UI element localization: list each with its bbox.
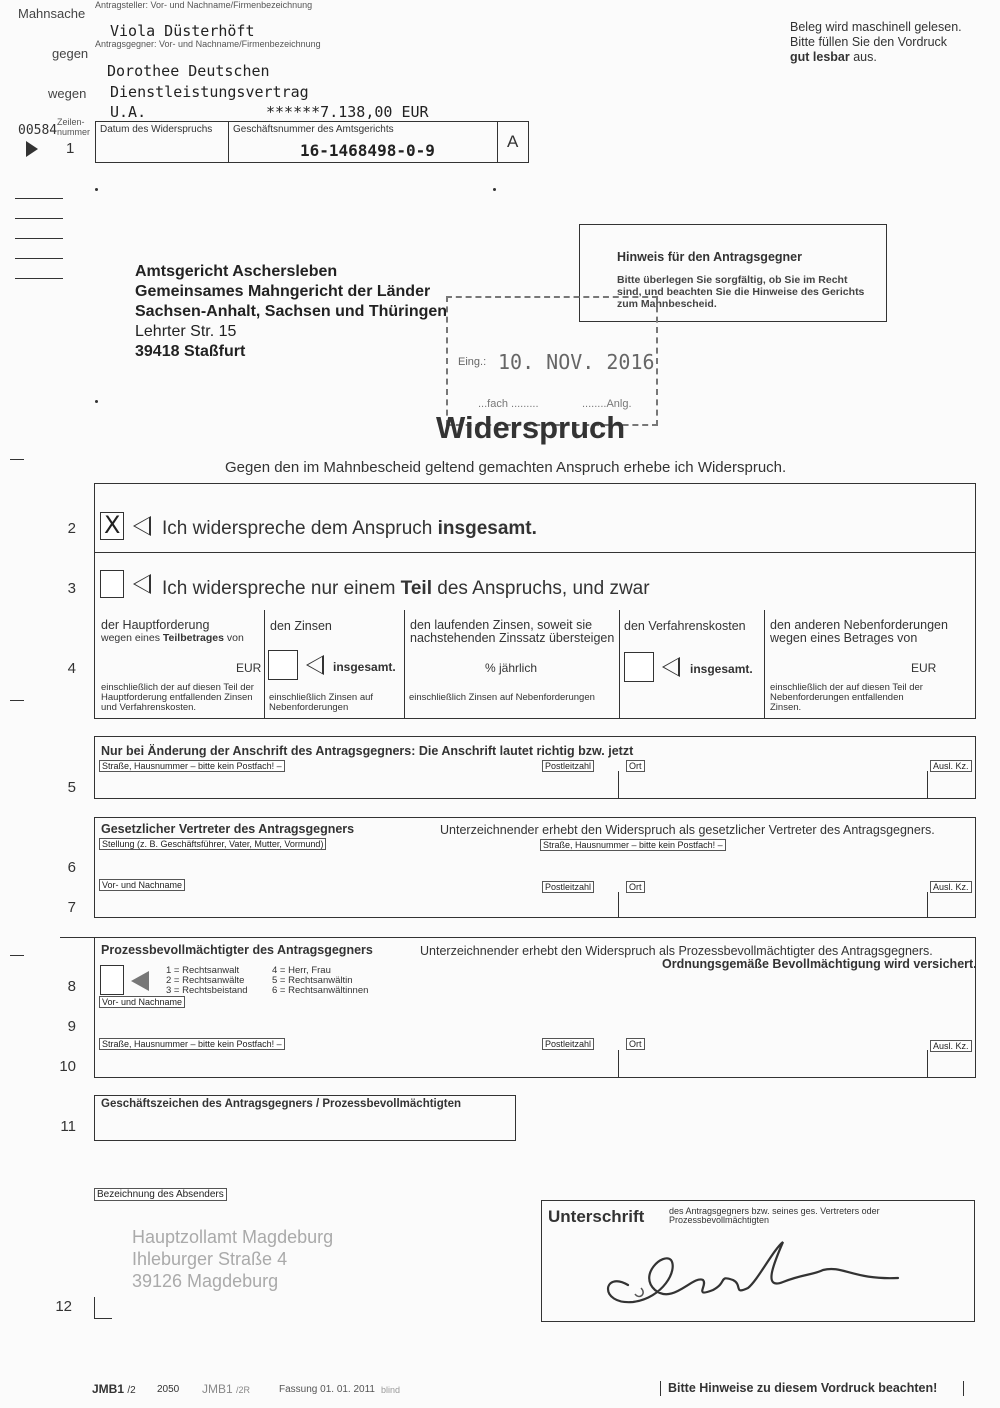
margin-line [15, 238, 63, 239]
pointer-arrow-icon [133, 574, 151, 594]
ausl-label: Ausl. Kz. [930, 760, 972, 772]
attorney-type-option: 1 = Rechtsanwalt [166, 965, 240, 976]
divider [927, 1050, 928, 1077]
divider [618, 892, 619, 917]
hauptforderung-foot: einschließlich der auf diesen Teil der Hauptforderung entfallenden Zinsen und Verfahrenskosten. [101, 682, 254, 713]
option-text: Ich widerspreche dem Anspruch [162, 518, 438, 539]
pointer-arrow-icon [662, 657, 680, 677]
row-number-12: 12 [55, 1298, 72, 1315]
footer-hint-box [660, 1381, 964, 1396]
form-code: JMB1 [92, 1382, 125, 1396]
reference-field[interactable] [99, 1112, 509, 1138]
stamp-fach: ...fach ......... [478, 398, 539, 410]
footer-hint: Bitte Hinweise zu diesem Vordruck beachten! [668, 1381, 938, 1395]
margin-line [15, 218, 63, 219]
ausl-field[interactable] [930, 772, 972, 796]
divider [497, 121, 498, 163]
attorney-note: Unterzeichnender erhebt den Widerspruch als Prozessbevollmächtigter des Antragsgegners. [420, 944, 933, 958]
row-number-7: 7 [67, 899, 76, 916]
zinsen-header: den Zinsen [270, 619, 332, 633]
divider [618, 1050, 619, 1077]
plz-label: Postleitzahl [542, 760, 594, 772]
total-objection-checkbox[interactable] [100, 512, 124, 540]
antragsgegner-label: Antragsgegner: Vor- und Nachname/Firmenbezeichnung [95, 39, 321, 49]
row-number-1: 1 [66, 140, 75, 157]
antragsteller-name: Viola Düsterhöft [110, 22, 255, 40]
option-bold: insgesamt. [437, 518, 537, 539]
machine-read-note [790, 20, 962, 65]
sender-line: Hauptzollamt Magdeburg [132, 1227, 334, 1247]
divider [94, 1297, 95, 1319]
stamp-date: 10. NOV. 2016 [498, 350, 655, 374]
address-line: 39418 Staßfurt [135, 343, 246, 360]
divider [927, 892, 928, 917]
row-number-4: 4 [67, 660, 76, 677]
attorney-type-option: 5 = Rechtsanwältin [272, 975, 353, 986]
name-label: Vor- und Nachname [99, 996, 185, 1008]
col-title: der Hauptforderung [101, 618, 210, 632]
wegen-label: wegen [48, 86, 87, 101]
zinsen-checkbox[interactable] [268, 650, 298, 680]
zinssatz-field[interactable] [410, 652, 480, 676]
nebenforderungen-header: den anderen Nebenforderungen wegen eines Betrages von [770, 618, 948, 645]
teilbetrag-field[interactable] [101, 652, 231, 676]
mahnsache-label: Mahnsache [18, 6, 86, 21]
total-objection-label [162, 518, 537, 540]
ort-label: Ort [626, 1038, 645, 1050]
form-code: JMB1 [202, 1382, 233, 1396]
fold-mark [10, 459, 24, 460]
attorney-title: Prozessbevollmächtigter des Antragsgegners [101, 943, 373, 957]
plz-field[interactable] [542, 772, 616, 796]
geschaeftsnummer-label: Geschäftsnummer des Amtsgerichts [233, 124, 394, 135]
check-mark-icon: X [104, 511, 121, 539]
margin-line [15, 258, 63, 259]
datum-label: Datum des Widerspruchs [100, 124, 213, 135]
fold-mark [60, 937, 94, 938]
zinsen-foot: einschließlich Zinsen auf Nebenforderungen [269, 692, 374, 713]
ausl-label: Ausl. Kz. [930, 881, 972, 893]
register-mark [493, 188, 496, 191]
footer-blind: blind [381, 1385, 401, 1395]
option-text: des Anspruchs, und zwar [432, 578, 650, 599]
attorney-type-option: 4 = Herr, Frau [272, 965, 331, 976]
row-number-10: 10 [59, 1058, 76, 1075]
col-sub-bold: Teilbetrages [162, 632, 224, 644]
pointer-arrow-icon [133, 516, 151, 536]
laufende-zinsen-foot: einschließlich Zinsen auf Nebenforderungen [409, 692, 595, 703]
register-mark [95, 400, 98, 403]
signature-field[interactable] [543, 1230, 973, 1320]
divider [228, 121, 229, 163]
margin-line [15, 198, 63, 199]
handwritten-signature [543, 1230, 973, 1320]
row-number-8: 8 [67, 978, 76, 995]
signature-title: Unterschrift [548, 1207, 645, 1226]
attorney-name-field[interactable] [99, 1008, 969, 1034]
eur-unit: EUR [911, 661, 937, 675]
footer-fassung: Fassung 01. 01. 2011 [279, 1384, 375, 1395]
address-change-title: Nur bei Änderung der Anschrift des Antragsgegners: Die Anschrift lautet richtig bzw. jetzt [101, 744, 634, 758]
sender-line: Ihleburger Straße 4 [132, 1249, 288, 1269]
zinsen-insgesamt: insgesamt. [333, 660, 396, 674]
hinweis-title: Hinweis für den Antragsgegner [617, 250, 802, 264]
note-line: Beleg wird maschinell gelesen. [790, 20, 962, 34]
hinweis-text: Bitte überlegen Sie sorgfältig, ob Sie im Recht sind, und beachten Sie die Hinweise des Gerichts zum Mahnbescheid. [617, 274, 865, 310]
row-number-3: 3 [67, 580, 76, 597]
form-code-suffix: /2R [236, 1385, 251, 1395]
divider [94, 552, 976, 553]
row-number-6: 6 [67, 859, 76, 876]
legal-rep-street-field[interactable] [540, 851, 970, 875]
street-label: Straße, Hausnummer – bitte kein Postfach! – [99, 760, 285, 772]
nebenforderungen-foot: einschließlich der auf diesen Teil der Nebenforderungen entfallenden Zinsen. [770, 682, 923, 713]
street-field[interactable] [99, 772, 529, 796]
eur-unit: EUR [236, 661, 262, 675]
legal-rep-note: Unterzeichnender erhebt den Widerspruch als gesetzlicher Vertreter des Antragsgegners. [440, 823, 935, 837]
verfahrenskosten-insgesamt: insgesamt. [690, 662, 753, 676]
signature-sub: des Antragsgegners bzw. seines ges. Vertreters oder Prozessbevollmächtigten [669, 1206, 880, 1225]
antragsgegner-name: Dorothee Deutschen [107, 62, 270, 80]
laufende-zinsen-header: den laufenden Zinsen, soweit sie nachstehenden Zinssatz übersteigen [410, 618, 615, 645]
sender-stamp [132, 1226, 333, 1292]
ort-field[interactable] [622, 892, 922, 916]
antragsteller-label: Antragsteller: Vor- und Nachname/Firmenbezeichnung [95, 0, 313, 10]
option-bold: Teil [400, 578, 432, 599]
box-a: A [507, 132, 519, 151]
row-number-2: 2 [67, 520, 76, 537]
ua-text: U.A. [110, 103, 147, 121]
zeilennummer-label: Zeilen- nummer [57, 117, 91, 137]
form-code-suffix: /2 [127, 1385, 136, 1396]
attorney-street-field[interactable] [99, 1050, 529, 1074]
attorney-type-checkbox[interactable] [100, 965, 124, 995]
divider [927, 771, 928, 798]
attorney-types-left [166, 966, 248, 996]
stamp-eing: Eing.: [458, 356, 487, 368]
datum-field[interactable] [96, 136, 226, 160]
stellung-label: Stellung (z. B. Geschäftsführer, Vater, Mutter, Vormund) [99, 838, 326, 850]
court-address [135, 262, 447, 362]
plz-field[interactable] [542, 1050, 616, 1074]
legal-rep-title: Gesetzlicher Vertreter des Antragsgegners [101, 822, 355, 836]
stellung-field[interactable] [99, 851, 529, 875]
register-mark [95, 188, 98, 191]
row-number-9: 9 [67, 1018, 76, 1035]
pointer-arrow-icon [306, 655, 324, 675]
stamp-anlg: ........Anlg. [582, 398, 632, 410]
footer-code-2 [202, 1382, 250, 1396]
hauptforderung-header [101, 619, 261, 645]
street-label: Straße, Hausnummer – bitte kein Postfach! – [540, 839, 726, 851]
attorney-type-option: 2 = Rechtsanwälte [166, 975, 245, 986]
form-title: Widerspruch [436, 410, 626, 445]
divider [404, 610, 405, 719]
attorney-type-option: 6 = Rechtsanwältinnen [272, 985, 369, 996]
row-pointer-icon [26, 141, 38, 157]
row-number-11: 11 [60, 1118, 76, 1135]
form-subtitle: Gegen den im Mahnbescheid geltend gemachten Anspruch erhebe ich Widerspruch. [225, 459, 787, 476]
ausl-field[interactable] [930, 1052, 972, 1076]
gegen-label: gegen [52, 46, 89, 61]
ort-label: Ort [626, 881, 645, 893]
geschaeftsnummer: 16-1468498-0-9 [300, 141, 435, 160]
col-sub: wegen eines [101, 632, 163, 644]
wegen-text: Dienstleistungsvertrag [110, 83, 309, 101]
address-line: Lehrter Str. 15 [135, 323, 237, 340]
divider [619, 610, 620, 719]
row-number-5: 5 [67, 779, 76, 796]
fold-mark [10, 700, 24, 701]
sender-label: Bezeichnung des Absenders [94, 1188, 227, 1201]
verfahrenskosten-checkbox[interactable] [624, 652, 654, 682]
reference-title: Geschäftszeichen des Antragsgegners / Prozessbevollmächtigten [101, 1098, 462, 1110]
footer-number: 2050 [157, 1384, 180, 1395]
claim-amount: ******7.138,00 EUR [266, 103, 429, 121]
note-bold: gut lesbar [790, 50, 850, 64]
receipt-stamp [446, 296, 658, 426]
ort-field[interactable] [622, 772, 922, 796]
divider [764, 610, 765, 719]
nebenforderungen-field[interactable] [770, 652, 900, 676]
divider [264, 610, 265, 719]
sender-line: 39126 Magdeburg [132, 1271, 279, 1291]
note-line: aus. [849, 50, 877, 64]
file-code: 00584 [18, 123, 58, 138]
note-line: Bitte füllen Sie den Vordruck [790, 35, 948, 49]
plz-label: Postleitzahl [542, 881, 594, 893]
partial-objection-label [162, 578, 650, 600]
percent-unit: % jährlich [485, 661, 538, 675]
divider [94, 1318, 112, 1319]
col-sub: von [223, 632, 244, 644]
margin-line [15, 278, 63, 279]
ausl-field[interactable] [930, 892, 972, 916]
attorney-type-option: 3 = Rechtsbeistand [166, 985, 248, 996]
divider [618, 771, 619, 798]
ort-label: Ort [626, 760, 645, 772]
address-line: Sachsen-Anhalt, Sachsen und Thüringen [135, 303, 448, 320]
address-line: Gemeinsames Mahngericht der Länder [135, 283, 431, 300]
name-label: Vor- und Nachname [99, 879, 185, 891]
address-line: Amtsgericht Aschersleben [135, 263, 338, 280]
option-text: Ich widerspreche nur einem [162, 578, 401, 599]
fold-mark [10, 955, 24, 956]
plz-label: Postleitzahl [542, 1038, 594, 1050]
plz-field[interactable] [542, 892, 616, 916]
ort-field[interactable] [622, 1050, 922, 1074]
ausl-label: Ausl. Kz. [930, 1040, 972, 1052]
pointer-arrow-icon [131, 971, 149, 991]
street-label: Straße, Hausnummer – bitte kein Postfach! – [99, 1038, 285, 1050]
footer-code [92, 1382, 136, 1396]
partial-objection-checkbox[interactable] [100, 570, 124, 598]
legal-rep-name-field[interactable] [99, 892, 529, 916]
attorney-note-bold: Ordnungsgemäße Bevollmächtigung wird versichert. [662, 957, 977, 971]
attorney-types-right [272, 966, 368, 996]
verfahrenskosten-header: den Verfahrenskosten [624, 619, 746, 633]
